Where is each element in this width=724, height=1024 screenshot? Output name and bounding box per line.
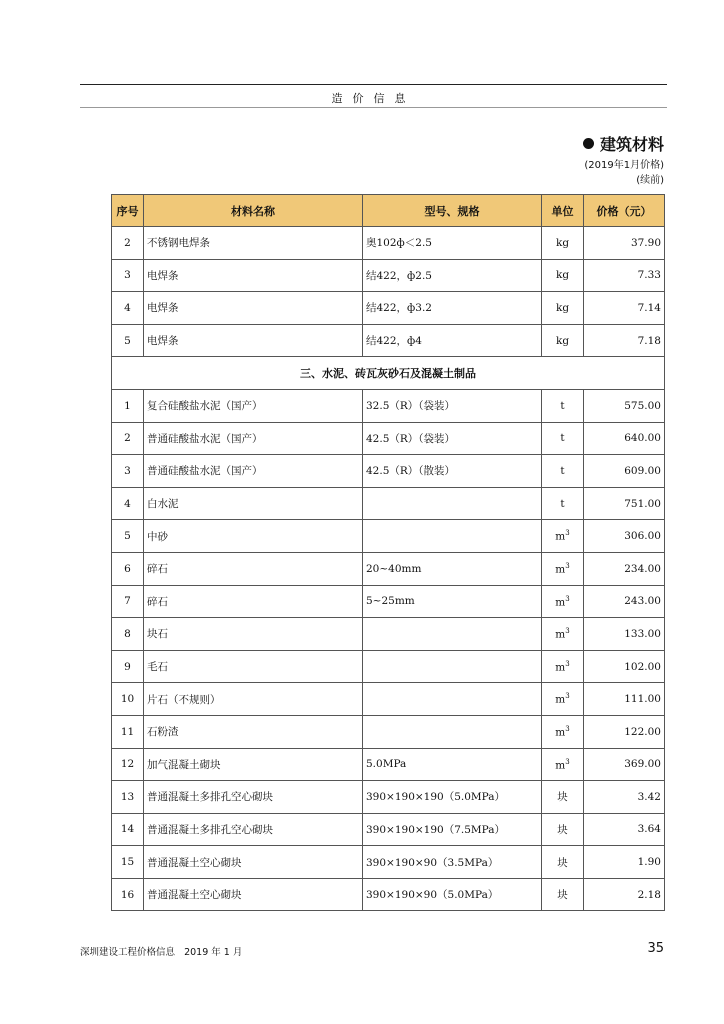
unit-text: m <box>555 628 566 641</box>
unit-text: t <box>560 464 565 477</box>
cell-name: 普通混凝土空心砌块 <box>144 846 363 879</box>
table-row <box>112 878 665 911</box>
cell-unit <box>542 585 584 618</box>
unit-text: m <box>555 759 566 772</box>
cell-no: 9 <box>112 650 144 683</box>
cell-price: 7.33 <box>584 259 665 292</box>
unit-text: t <box>560 399 565 412</box>
cell-price: 111.00 <box>584 683 665 716</box>
table-row <box>112 227 665 260</box>
section-heading: 三、水泥、砖瓦灰砂石及混凝土制品 <box>112 357 665 390</box>
cell-name: 电焊条 <box>144 324 363 357</box>
cell-name: 加气混凝土砌块 <box>144 748 363 781</box>
cell-price: 306.00 <box>584 520 665 553</box>
cell-name: 复合硅酸盐水泥（国产） <box>144 389 363 422</box>
col-header-no: 序号 <box>112 195 144 227</box>
unit-text: m <box>555 563 566 576</box>
cell-spec: 390×190×90（3.5MPa） <box>363 846 542 879</box>
table-row <box>112 715 665 748</box>
cell-unit <box>542 748 584 781</box>
col-header-name: 材料名称 <box>144 195 363 227</box>
cell-no: 11 <box>112 715 144 748</box>
cell-name: 不锈钢电焊条 <box>144 227 363 260</box>
cell-spec: 5~25mm <box>363 585 542 618</box>
cell-price: 37.90 <box>584 227 665 260</box>
cell-unit <box>542 455 584 488</box>
cell-no: 2 <box>112 227 144 260</box>
cell-price: 2.18 <box>584 878 665 911</box>
cell-name: 毛石 <box>144 650 363 683</box>
cell-spec <box>363 715 542 748</box>
cell-no: 3 <box>112 259 144 292</box>
table-row <box>112 292 665 325</box>
table-row <box>112 487 665 520</box>
cell-no: 2 <box>112 422 144 455</box>
table-row <box>112 748 665 781</box>
table-row <box>112 781 665 814</box>
unit-text: kg <box>555 301 570 314</box>
table-row <box>112 422 665 455</box>
cell-name: 白水泥 <box>144 487 363 520</box>
cell-unit <box>542 813 584 846</box>
cell-unit <box>542 618 584 651</box>
cell-no: 13 <box>112 781 144 814</box>
unit-superscript: 3 <box>565 659 570 668</box>
table-body-cement <box>112 389 665 911</box>
unit-text: kg <box>555 269 570 282</box>
cell-name: 普通硅酸盐水泥（国产） <box>144 422 363 455</box>
cell-name: 石粉渣 <box>144 715 363 748</box>
cell-unit <box>542 292 584 325</box>
unit-text: t <box>560 432 565 445</box>
cell-name: 普通混凝土多排孔空心砌块 <box>144 813 363 846</box>
cell-price: 1.90 <box>584 846 665 879</box>
cell-unit <box>542 846 584 879</box>
cell-unit <box>542 715 584 748</box>
cell-no: 5 <box>112 520 144 553</box>
cell-no: 12 <box>112 748 144 781</box>
cell-no: 16 <box>112 878 144 911</box>
cell-unit <box>542 324 584 357</box>
cell-price: 243.00 <box>584 585 665 618</box>
cell-unit <box>542 878 584 911</box>
unit-superscript: 3 <box>565 561 570 570</box>
cell-spec: 结422，ф3.2 <box>363 292 542 325</box>
cell-spec <box>363 650 542 683</box>
cell-no: 6 <box>112 552 144 585</box>
col-header-unit: 单位 <box>542 195 584 227</box>
cell-spec: 42.5（R）（袋装） <box>363 422 542 455</box>
cell-unit <box>542 422 584 455</box>
cell-price: 3.64 <box>584 813 665 846</box>
cell-no: 14 <box>112 813 144 846</box>
unit-text: 块 <box>557 823 568 836</box>
cell-unit <box>542 781 584 814</box>
cell-spec: 5.0MPa <box>363 748 542 781</box>
issue-date: 2019 年 1 月 <box>184 947 243 958</box>
cell-unit <box>542 520 584 553</box>
unit-text: m <box>555 596 566 609</box>
cell-spec <box>363 683 542 716</box>
cell-name: 碎石 <box>144 585 363 618</box>
table-row <box>112 455 665 488</box>
col-header-spec: 型号、规格 <box>363 195 542 227</box>
cell-spec: 390×190×90（5.0MPa） <box>363 878 542 911</box>
cell-unit <box>542 259 584 292</box>
cell-price: 609.00 <box>584 455 665 488</box>
section-title <box>583 132 664 155</box>
table-body-section <box>112 357 665 390</box>
cell-price: 575.00 <box>584 389 665 422</box>
table-row <box>112 846 665 879</box>
unit-superscript: 3 <box>565 757 570 766</box>
unit-superscript: 3 <box>565 692 570 701</box>
cell-price: 102.00 <box>584 650 665 683</box>
unit-superscript: 3 <box>565 594 570 603</box>
unit-text: 块 <box>557 889 568 902</box>
table-row <box>112 389 665 422</box>
cell-price: 369.00 <box>584 748 665 781</box>
price-date-note: (2019年1月价格) <box>584 160 664 171</box>
cell-spec: 390×190×190（5.0MPa） <box>363 781 542 814</box>
cell-no: 4 <box>112 487 144 520</box>
unit-text: 块 <box>557 856 568 869</box>
cell-unit <box>542 227 584 260</box>
section-title-text: 建筑材料 <box>599 135 664 154</box>
table-header-row <box>112 195 665 227</box>
cell-unit <box>542 487 584 520</box>
cell-price: 751.00 <box>584 487 665 520</box>
cell-name: 电焊条 <box>144 292 363 325</box>
cell-name: 普通混凝土多排孔空心砌块 <box>144 781 363 814</box>
col-header-price: 价格（元） <box>584 195 665 227</box>
cell-no: 8 <box>112 618 144 651</box>
unit-text: m <box>555 661 566 674</box>
unit-text: m <box>555 530 566 543</box>
cell-no: 7 <box>112 585 144 618</box>
cell-spec: 结422，ф2.5 <box>363 259 542 292</box>
cell-name: 电焊条 <box>144 259 363 292</box>
cell-name: 普通混凝土空心砌块 <box>144 878 363 911</box>
cell-price: 640.00 <box>584 422 665 455</box>
unit-superscript: 3 <box>565 724 570 733</box>
table-body-welding <box>112 227 665 357</box>
cell-name: 中砂 <box>144 520 363 553</box>
header-rule <box>80 107 667 108</box>
unit-superscript: 3 <box>565 529 570 538</box>
unit-text: m <box>555 726 566 739</box>
unit-text: 块 <box>557 791 568 804</box>
cell-price: 7.14 <box>584 292 665 325</box>
cell-spec: 结422，ф4 <box>363 324 542 357</box>
cell-price: 7.18 <box>584 324 665 357</box>
cell-unit <box>542 650 584 683</box>
cell-spec: 42.5（R）（散装） <box>363 455 542 488</box>
unit-text: kg <box>555 236 570 249</box>
cell-price: 3.42 <box>584 781 665 814</box>
cell-no: 5 <box>112 324 144 357</box>
bullet-icon <box>583 138 594 149</box>
cell-spec: 奥102ф＜2.5 <box>363 227 542 260</box>
cell-name: 碎石 <box>144 552 363 585</box>
cell-name: 片石（不规则） <box>144 683 363 716</box>
top-rule <box>80 84 667 85</box>
table-row <box>112 683 665 716</box>
cell-price: 133.00 <box>584 618 665 651</box>
section-heading-row <box>112 357 665 390</box>
page-number: 35 <box>647 941 664 956</box>
cell-price: 234.00 <box>584 552 665 585</box>
table-row <box>112 650 665 683</box>
running-head: 造价信息 <box>331 92 416 105</box>
table-row <box>112 259 665 292</box>
cell-spec <box>363 487 542 520</box>
cell-spec <box>363 520 542 553</box>
table-row <box>112 520 665 553</box>
cell-no: 4 <box>112 292 144 325</box>
cell-no: 1 <box>112 389 144 422</box>
unit-text: t <box>560 497 565 510</box>
publication-name: 深圳建设工程价格信息 <box>80 947 176 958</box>
cell-name: 块石 <box>144 618 363 651</box>
cell-no: 15 <box>112 846 144 879</box>
unit-superscript: 3 <box>565 627 570 636</box>
table-row <box>112 813 665 846</box>
cell-unit <box>542 683 584 716</box>
price-table <box>111 194 665 911</box>
cell-name: 普通硅酸盐水泥（国产） <box>144 455 363 488</box>
table-row <box>112 552 665 585</box>
cell-spec: 32.5（R）（袋装） <box>363 389 542 422</box>
cell-spec <box>363 618 542 651</box>
cell-no: 10 <box>112 683 144 716</box>
footer-publication <box>80 944 242 958</box>
cell-no: 3 <box>112 455 144 488</box>
cell-spec: 390×190×190（7.5MPa） <box>363 813 542 846</box>
unit-text: kg <box>555 334 570 347</box>
continued-note: (续前) <box>636 175 664 186</box>
cell-spec: 20~40mm <box>363 552 542 585</box>
table-row <box>112 585 665 618</box>
cell-unit <box>542 552 584 585</box>
cell-unit <box>542 389 584 422</box>
cell-price: 122.00 <box>584 715 665 748</box>
table-row <box>112 618 665 651</box>
table-row <box>112 324 665 357</box>
unit-text: m <box>555 693 566 706</box>
